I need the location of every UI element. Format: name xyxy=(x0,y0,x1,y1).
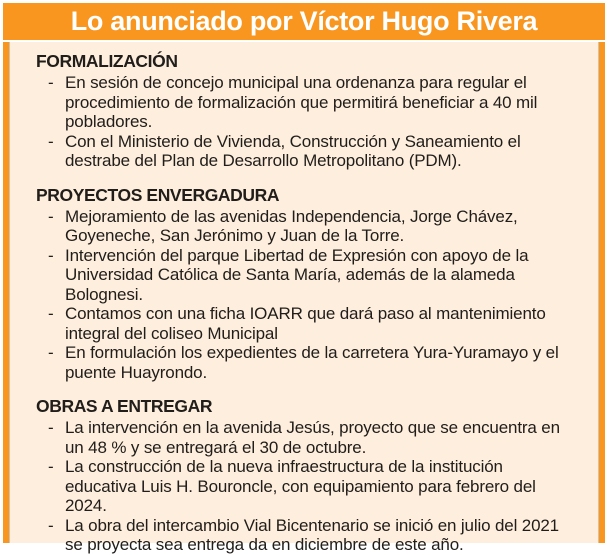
section-heading: OBRAS A ENTREGAR xyxy=(36,396,213,416)
list-item-text: En formulación los expedientes de la carretera Yura-Yuramayo y el puente Huayrondo. xyxy=(65,343,559,382)
title-banner xyxy=(3,3,605,40)
bullet-dash: - xyxy=(48,245,54,265)
list-item xyxy=(36,207,581,246)
list-item-text: Mejoramiento de las avenidas Independencia, Jorge Chávez, Goyeneche, San Jerónimo y Juan de la Torre. xyxy=(65,206,518,245)
list-item-text: La construcción de la nueva infraestructura de la institución educativa Luis H. Bouroncle, con equipamiento para febrero del 2024. xyxy=(65,457,536,515)
list-item xyxy=(36,457,581,516)
list-item-text: Contamos con una ficha IOARR que dará paso al mantenimiento integral del coliseo Municipal xyxy=(65,304,546,343)
section-obras-a-entregar xyxy=(36,396,581,555)
bullet-dash: - xyxy=(48,131,54,151)
bullet-dash: - xyxy=(48,206,54,226)
bullet-dash: - xyxy=(48,304,54,323)
list-item xyxy=(36,343,581,382)
content-box xyxy=(3,42,605,554)
list-item-text: En sesión de concejo municipal una ordenanza para regular el procedimiento de formalización que permitirá beneficiar a 40 mil pobladores. xyxy=(65,73,538,131)
bullet-dash: - xyxy=(48,515,54,535)
list-item xyxy=(36,73,581,132)
list-item-text: La intervención en la avenida Jesús, proyecto que se encuentra en un 48 % y se entregará el 30 de octubre. xyxy=(65,418,560,457)
section-item-list xyxy=(36,207,581,383)
page-title: Lo anunciado por Víctor Hugo Rivera xyxy=(70,6,538,36)
list-item xyxy=(36,132,581,171)
list-item xyxy=(36,246,581,305)
section-heading: PROYECTOS ENVERGADURA xyxy=(36,184,280,205)
list-item xyxy=(36,304,581,343)
bullet-dash: - xyxy=(48,418,54,437)
bullet-dash: - xyxy=(48,73,54,92)
section-item-list xyxy=(36,418,581,555)
section-formalizacion xyxy=(36,51,581,171)
list-item-text: Intervención del parque Libertad de Expresión con apoyo de la Universidad Católica de Santa María, además de la alameda Bolognesi. xyxy=(65,245,529,304)
section-item-list xyxy=(36,73,581,171)
list-item xyxy=(36,516,581,555)
bullet-dash: - xyxy=(48,457,54,476)
section-proyectos-envergadura xyxy=(36,185,581,383)
list-item xyxy=(36,418,581,457)
bullet-dash: - xyxy=(48,343,54,362)
list-item-text: La obra del intercambio Vial Bicentenario se inició en julio del 2021 se proyecta sea entrega da en diciembre de este año. xyxy=(65,515,559,554)
section-heading: FORMALIZACIÓN xyxy=(36,51,178,71)
list-item-text: Con el Ministerio de Vivienda, Construcción y Saneamiento el destrabe del Plan de Desarrollo Metropolitano (PDM). xyxy=(65,131,521,170)
